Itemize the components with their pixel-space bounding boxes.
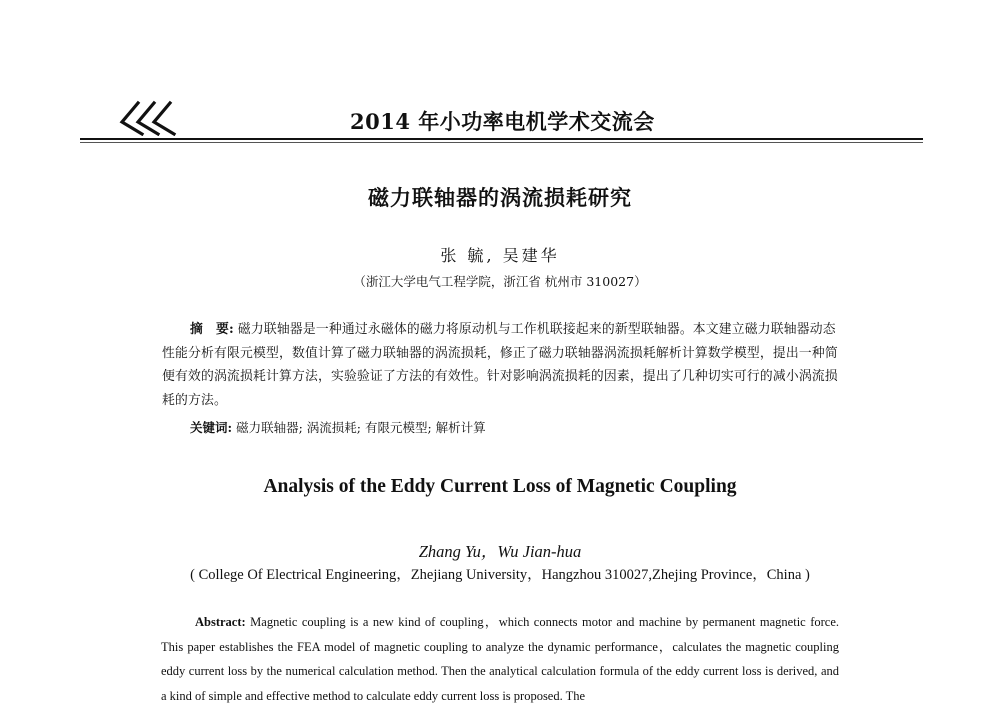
keywords-cn-text: 磁力联轴器; 涡流损耗; 有限元模型; 解析计算	[236, 420, 486, 435]
authors-en: Zhang Yu，Wu Jian-hua	[418, 542, 582, 561]
abstract-cn	[162, 318, 838, 412]
abstract-en-text: Magnetic coupling is a new kind of coupling，which connects motor and machine by permanent magnetic force. This paper establishes the FEA model of magnetic coupling to analyze the dynamic performance，calculates the magnetic coupling eddy current loss by the numerical calculation method. Then the analytical calculation formula of the eddy current loss is derived, and a kind of simple and effective method to calculate eddy current loss is proposed. The	[161, 615, 839, 703]
triple-chevron-left-icon	[116, 100, 180, 136]
abstract-en-label: Abstract:	[195, 615, 246, 629]
abstract-cn-label: 摘 要:	[190, 322, 234, 337]
authors-cn: 张 毓, 吴建华	[440, 246, 560, 265]
keywords-cn-label: 关键词:	[190, 420, 233, 435]
abstract-cn-text: 磁力联轴器是一种通过永磁体的磁力将原动机与工作机联接起来的新型联轴器。本文建立磁力联轴器动态性能分析有限元模型，数值计算了磁力联轴器的涡流损耗，修正了磁力联轴器涡流损耗解析计算数学模型，提出一种简便有效的涡流损耗计算方法，实验验证了方法的有效性。针对影响涡流损耗的因素，提出了几种切实可行的减小涡流损耗的方法。	[162, 322, 838, 408]
abstract-en	[161, 610, 839, 708]
paper-title-en: Analysis of the Eddy Current Loss of Magnetic Coupling	[263, 476, 737, 497]
header-rule-thin	[80, 142, 923, 143]
header-rule	[80, 138, 923, 140]
affiliation-cn: （浙江大学电气工程学院，浙江省 杭州市 310027）	[353, 274, 647, 289]
conference-title: 2014 年小功率电机学术交流会	[350, 109, 655, 134]
keywords-cn	[190, 418, 486, 436]
paper-title-cn: 磁力联轴器的涡流损耗研究	[368, 186, 632, 210]
affiliation-en: ( College Of Electrical Engineering，Zhejiang University，Hangzhou 310027,Zhejing Province，China )	[190, 567, 810, 583]
